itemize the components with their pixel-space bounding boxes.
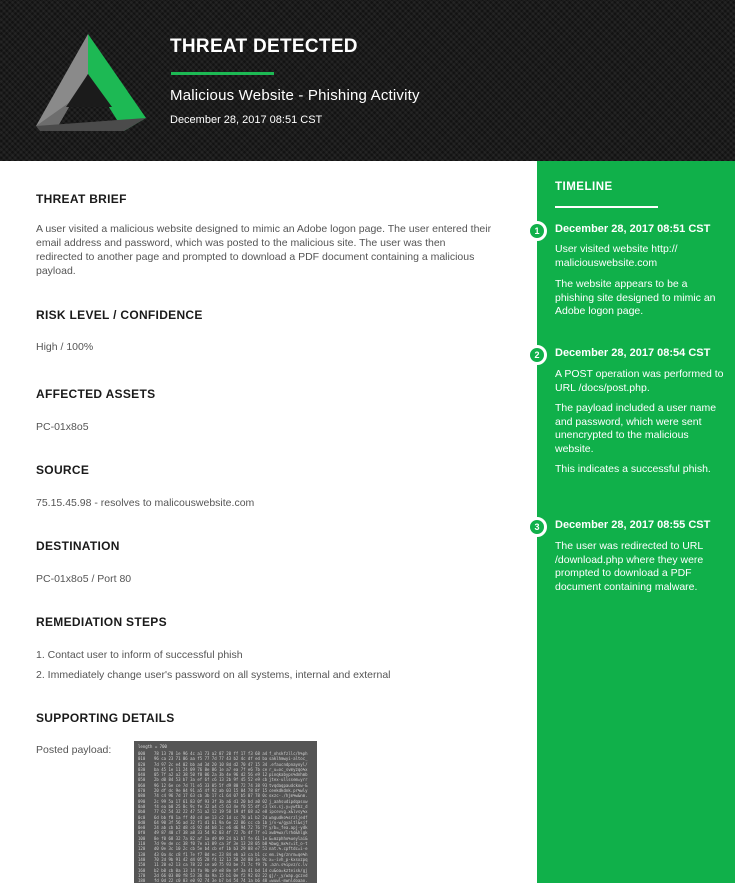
report-title: THREAT DETECTED	[170, 36, 358, 57]
risk-level-value: High / 100%	[36, 341, 94, 353]
triangle-logo-icon	[36, 34, 146, 131]
payload-offsets: 000 010 020 030 040 050 060 070 080 090 0a0 0b0 0c0 0d0 0e0 0f0 100 110 120 130 140 150 160 170 180	[138, 751, 146, 883]
timeline-date: December 28, 2017 08:55 CST	[555, 519, 711, 531]
timeline-step-badge: 2	[527, 345, 547, 365]
remediation-heading: REMEDIATION STEPS	[36, 615, 167, 629]
timeline-text: A POST operation was performed to URL /docs/post.php.	[555, 368, 724, 394]
timeline-date: December 28, 2017 08:54 CST	[555, 347, 711, 359]
timeline-panel	[534, 161, 735, 883]
payload-hex: 78 13 78 1e 96 4c a1 73 a2 87 20 ff 17 f3 68 a4 96 ca 23 71 06 aa f5 77 7d 77 43 b2 4c df ed ba 7d 97 2c e4 02 bb ad 3d 20 10 8d d2 70 47 15 34 ba 45 1e 11 24 09 76 8e 86 1e a7 ea 7f e6 7b ce 05 7f a2 a2 38 50 f8 06 2a 3b 4e 96 d2 56 e9 12 2b d0 84 53 b7 3a ef 6f c6 13 2b 9f 45 52 e9 cb 96 12 6e ce 7d 71 e5 33 05 5f d9 80 72 74 38 93 20 df dc 9e 04 91 a5 4f 92 ab 03 15 04 78 8f 15 74 c4 96 7d 17 63 cb 3b 17 c1 64 07 b5 07 78 0c 2c 99 5a 17 61 83 0f 93 3f 3b a6 d1 20 bd a0 02 f4 ea b0 25 8c 9c fe 32 a4 c5 63 4e f0 55 df c3 77 62 54 32 22 47 51 a2 12 19 58 19 df 68 a2 e8 6d bb f0 1a ff 40 c4 ae 13 c2 1d cc 78 a1 b2 2d 64 90 3f 56 ad 32 f1 d1 61 9a 6e 22 86 cc cb 1b 24 ab cb b2 d8 c6 92 d4 b8 1c e6 d6 94 72 76 7f 49 87 40 c7 38 a8 33 54 92 03 4f 72 7b 4f 7f e1 8e f0 68 32 7a 82 af 1a d9 09 24 b1 b7 fe 61 1e 7d 9e de cc 38 f0 7e a1 09 ca 3f 3e 13 28 05 b0 d0 0e 3c 10 2c cb 5e b4 cb ef 1b b3 29 88 e7 51 43 0a 4c c8 f1 7e f7 0d ec 23 84 eb a3 ca b1 cc 70 2d 9b 91 42 d4 05 28 f4 12 13 50 2d 88 3e 9c 11 20 e2 13 ca 78 22 ce a0 75 93 be 71 7c f9 7b b2 b0 cb 0a 13 14 fa 9b a9 e8 8e bf 3a 41 bd 14 2d 66 03 00 f8 53 36 4a 9a 15 b1 0e f2 92 03 22 fd 0d 22 c0 03 e0 92 74 3e b7 b4 54 74 1a b6 40	[154, 751, 268, 883]
timeline-text: This indicates a successful phish.	[555, 463, 711, 475]
remediation-steps-list	[36, 648, 391, 688]
payload-ascii: f_ohskfzllc/h%ph saklhmwyi-altoc_ .efaucndpnayoyl/ r_u=oc_svmyzqo%x pinqkabyps%dnhmb jtex-ullssem=yrr tvqdaqpaudckow-& ceekdkdnk.pr%wly oxzc-./hjm%w&nm. j_aahsudipdqasxw lxs.sj.y=ywtbz_d ipcevvg.x&lvsy%x wagudko%srzljedf j/v-w/gyaltl&sjf y/b=_fea.apj-ydk xwb%wx/lrhd&hlgk &=mzphho%ueylai& %bwg_mx%r=it_o-t nat.%.cpftdc=i-e em.i%g/znrm=qe%h x=-ivh_p-kxsxzpq .azn.s%ipvz/c.lv cu&oa=kzteisk/gj gj/-_y/wap.gczvd =wuwl-mwnldoaao.	[269, 751, 308, 883]
report-header	[0, 0, 735, 161]
timeline-step-badge: 3	[527, 517, 547, 537]
timeline-text: The website appears to be a phishing site designed to mimic an Adobe logon page.	[555, 278, 716, 317]
timeline-text: User visited website http:// maliciouswebsite.com	[555, 243, 678, 269]
timeline-heading: TIMELINE	[555, 181, 613, 193]
source-value: 75.15.45.98 - resolves to malicouswebsite.com	[36, 497, 255, 509]
destination-heading: DESTINATION	[36, 539, 120, 553]
report-date: December 28, 2017 08:51 CST	[170, 114, 323, 126]
timeline-step-badge: 1	[527, 221, 547, 241]
risk-level-heading: RISK LEVEL / CONFIDENCE	[36, 308, 203, 322]
threat-brief-heading: THREAT BRIEF	[36, 192, 127, 206]
report-subtitle: Malicious Website - Phishing Activity	[170, 87, 420, 104]
timeline-text: The user was redirected to URL /download.php where they were prompted to download a PDF document containing malware.	[555, 540, 704, 593]
title-underline	[171, 72, 274, 75]
payload-header: length = 700	[138, 744, 167, 749]
list-item: 1. Contact user to inform of successful phish	[36, 649, 243, 661]
affected-assets-value: PC-01x8o5	[36, 421, 89, 433]
destination-value: PC-01x8o5 / Port 80	[36, 573, 132, 585]
supporting-details-heading: SUPPORTING DETAILS	[36, 711, 175, 725]
affected-assets-heading: AFFECTED ASSETS	[36, 387, 156, 401]
payload-label: Posted payload:	[36, 744, 112, 756]
timeline-date: December 28, 2017 08:51 CST	[555, 223, 711, 235]
list-item: 2. Immediately change user's password on all systems, internal and external	[36, 669, 391, 681]
timeline-text: The payload included a user name and password, which were sent unencrypted to the malicious website.	[555, 402, 717, 455]
source-heading: SOURCE	[36, 463, 90, 477]
threat-brief-text: A user visited a malicious website designed to mimic an Adobe logon page. The user entered their email address and password, which was posted to the malicious site. The user was then redirected to another page and prompted to download a PDF document containing a malicious payload.	[36, 223, 492, 277]
timeline-underline	[555, 206, 658, 208]
payload-screenshot	[134, 741, 317, 883]
